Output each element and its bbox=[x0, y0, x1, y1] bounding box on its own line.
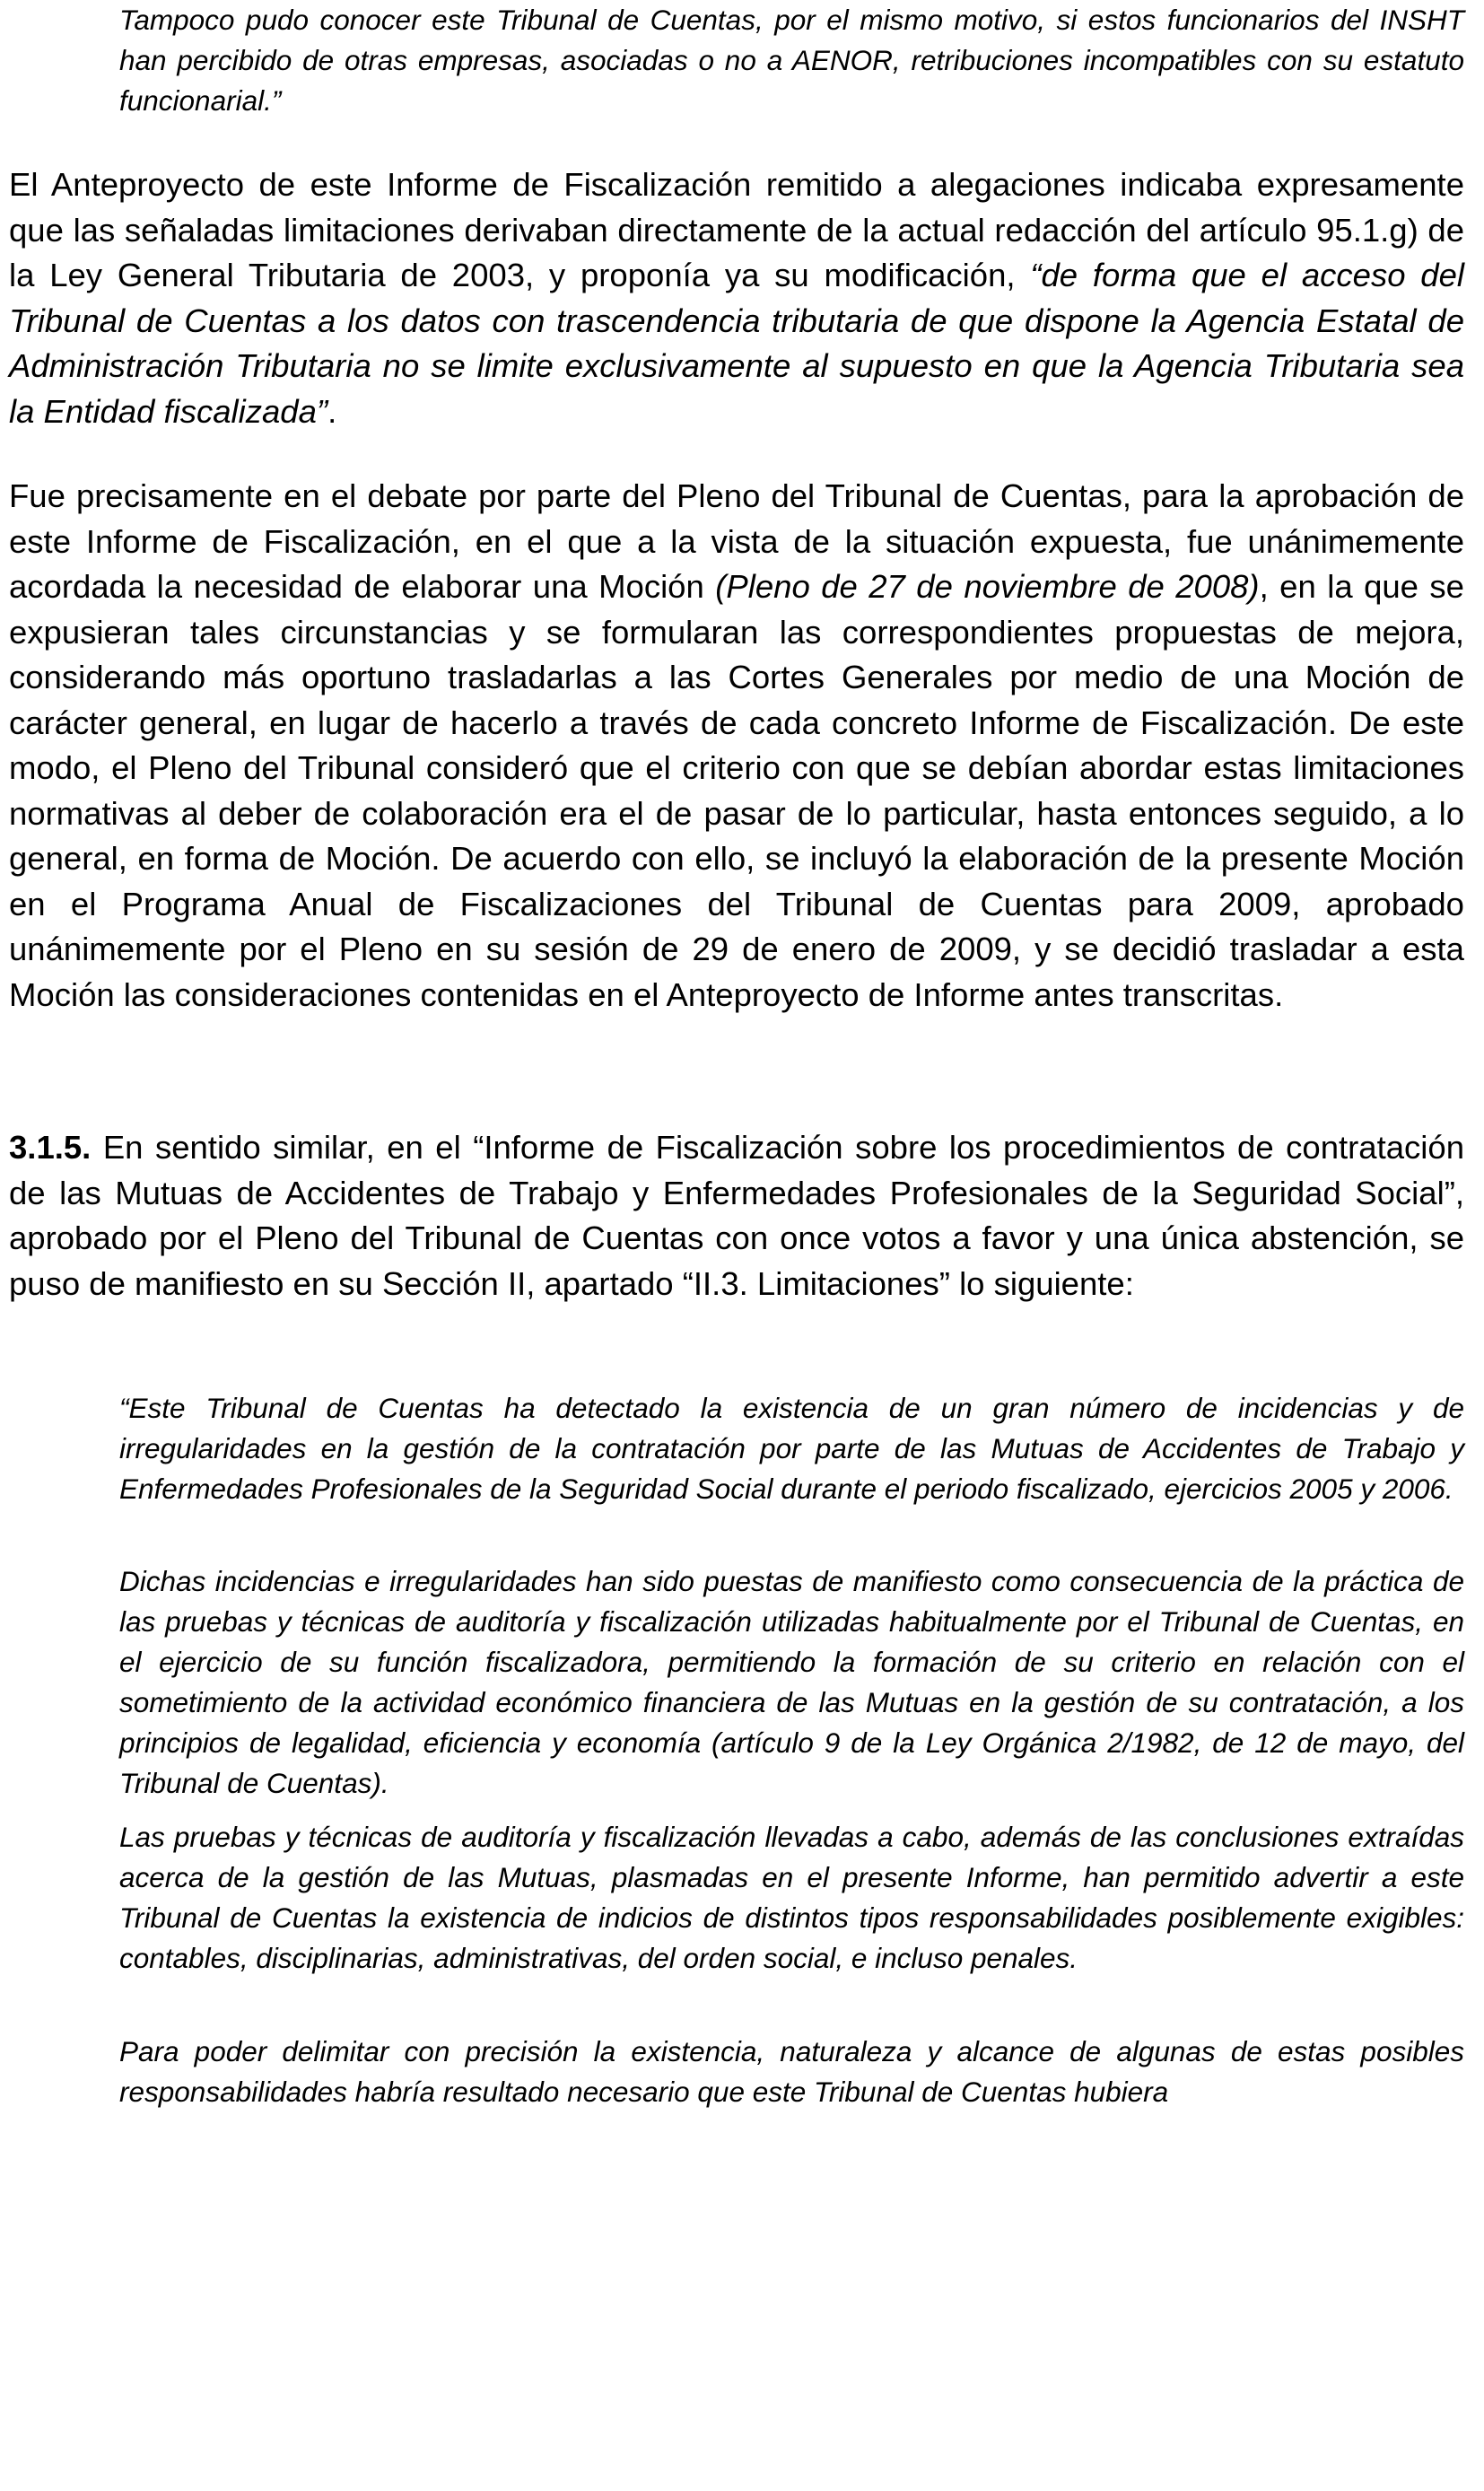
anteproyecto-text: El Anteproyecto de este Informe de Fiscalización remitido a alegaciones indicaba expresamente que las señaladas limitaciones derivaban directamente de la actual redacción del artículo 95.1.g) de la Ley General Tributaria de 2003, y proponía ya su modificación, bbox=[9, 166, 1464, 293]
quote-block-top: Tampoco pudo conocer este Tribunal de Cuentas, por el mismo motivo, si estos funcionarios del INSHT han percibido de otras empresas, asociadas o no a AENOR, retribuciones incompatibles con su estatuto funcionarial.” bbox=[119, 4, 1464, 117]
quote-paragraph-3: Las pruebas y técnicas de auditoría y fiscalización llevadas a cabo, además de las conclusiones extraídas acerca de la gestión de las Mutuas, plasmadas en el presente Informe, han permitido advertir a este Tribunal de Cuentas la existencia de indicios de distintos tipos responsabilidades posiblemente exigibles: contables, disciplinarias, administrativas, del orden social, e incluso penales. bbox=[119, 1821, 1464, 1974]
section-3-1-5 bbox=[9, 1125, 1464, 1307]
quote-paragraph-4: Para poder delimitar con precisión la existencia, naturaleza y alcance de algunas de estas posibles responsabilidades habría resultado necesario que este Tribunal de Cuentas hubiera bbox=[119, 2035, 1464, 2108]
section-text: En sentido similar, en el “Informe de Fiscalización sobre los procedimientos de contratación de las Mutuas de Accidentes de Trabajo y Enfermedades Profesionales de la Seguridad Social”, aprobado por el Pleno del Tribunal de Cuentas con once votos a favor y una única abstención, se puso de manifiesto en su Sección II, apartado “II.3. Limitaciones” lo siguiente: bbox=[9, 1129, 1464, 1302]
debate-text-1: Fue precisamente en el debate por parte del Pleno del Tribunal de Cuentas, para la aprobación de este Informe de Fiscalización, en el que a la vista de la situación expuesta, fue unánimemente acordada la necesidad de elaborar una Moción bbox=[9, 477, 1464, 605]
section-number: 3.1.5. bbox=[9, 1129, 92, 1166]
anteproyecto-end: . bbox=[327, 392, 337, 430]
debate-text-2: , en la que se expusieran tales circunstancias y se formularan las correspondientes propuestas de mejora, considerando más oportuno trasladarlas a las Cortes Generales por medio de una Moción de carácter general, en lugar de hacerlo a través de cada concreto Informe de Fiscalización. De este modo, el Pleno del Tribunal consideró que el criterio con que se debían abordar estas limitaciones normativas al deber de colaboración era el de pasar de lo particular, hasta entonces seguido, a lo general, en forma de Moción. De acuerdo con ello, se incluyó la elaboración de la presente Moción en el Programa Anual de Fiscalizaciones del Tribunal de Cuentas para 2009, aprobado unánimemente por el Pleno en su sesión de 29 de enero de 2009, y se decidió trasladar a esta Moción las consideraciones contenidas en el Anteproyecto de Informe antes transcritas. bbox=[9, 568, 1464, 1013]
debate-date-note: (Pleno de 27 de noviembre de 2008) bbox=[715, 568, 1260, 605]
paragraph-debate bbox=[9, 474, 1464, 1018]
paragraph-anteproyecto bbox=[9, 162, 1464, 434]
anteproyecto-citation: “de forma que el acceso del Tribunal de Cuentas a los datos con trascendencia tributaria de que dispone la Agencia Estatal de Administración Tributaria no se limite exclusivamente al supuesto en que la Agencia Tributaria sea la Entidad fiscalizada” bbox=[9, 257, 1464, 430]
quote-paragraph-2: Dichas incidencias e irregularidades han sido puestas de manifiesto como consecuencia de la práctica de las pruebas y técnicas de auditoría y fiscalización utilizadas habitualmente por el Tribunal de Cuentas, en el ejercicio de su función fiscalizadora, permitiendo la formación de su criterio en relación con el sometimiento de la actividad económico financiera de las Mutuas en la gestión de su contratación, a los principios de legalidad, eficiencia y economía (artículo 9 de la Ley Orgánica 2/1982, de 12 de mayo, del Tribunal de Cuentas). bbox=[119, 1565, 1464, 1799]
quote-paragraph-1: “Este Tribunal de Cuentas ha detectado la existencia de un gran número de incidencias y de irregularidades en la gestión de la contratación por parte de las Mutuas de Accidentes de Trabajo y Enfermedades Profesionales de la Seguridad Social durante el periodo fiscalizado, ejercicios 2005 y 2006. bbox=[119, 1392, 1464, 1505]
